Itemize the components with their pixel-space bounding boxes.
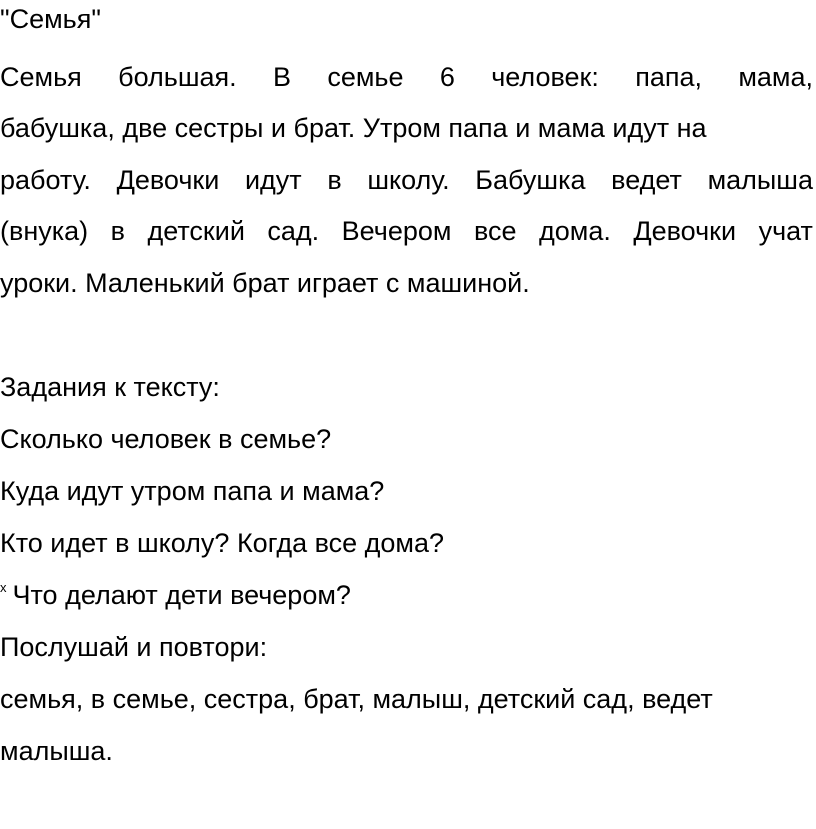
paragraph-line-5: уроки. Маленький брат играет с машиной. xyxy=(0,268,530,298)
word: ведет xyxy=(611,165,682,195)
word: Семья xyxy=(0,62,82,92)
word: идут xyxy=(244,165,302,195)
word: в xyxy=(327,165,342,195)
question-4 xyxy=(0,578,816,617)
word: работу. xyxy=(0,165,91,195)
question-1: Сколько человек в семье? xyxy=(0,424,332,454)
word: мама, xyxy=(738,62,813,92)
word: детский xyxy=(147,216,245,246)
word: Бабушка xyxy=(475,165,586,195)
word: Девочки xyxy=(633,216,737,246)
word: (внука) xyxy=(0,216,89,246)
question-2: Куда идут утром папа и мама? xyxy=(0,476,385,506)
word: дома. xyxy=(539,216,611,246)
word: человек: xyxy=(491,62,599,92)
words-line-1: семья, в семье, сестра, брат, малыш, детский сад, ведет xyxy=(0,684,713,714)
tasks-heading: Задания к тексту: xyxy=(0,372,220,402)
repeat-heading: Послушай и повтори: xyxy=(0,632,268,662)
words-line-2: малыша. xyxy=(0,736,113,766)
word: в xyxy=(110,216,125,246)
paragraph-line-2: бабушка, две сестры и брат. Утром папа и мама идут на xyxy=(0,113,707,143)
document-title: "Семья" xyxy=(0,4,101,34)
question-4-text: Что делают дети вечером? xyxy=(12,580,351,610)
word: В xyxy=(272,62,291,92)
word: семье xyxy=(327,62,404,92)
word: 6 xyxy=(439,62,455,92)
paragraph-line-3 xyxy=(0,163,813,197)
word: большая. xyxy=(118,62,237,92)
word: папа, xyxy=(635,62,702,92)
word: школу. xyxy=(367,165,450,195)
word: малыша xyxy=(707,165,813,195)
word: Девочки xyxy=(116,165,220,195)
word: сад. xyxy=(267,216,320,246)
word: все xyxy=(473,216,517,246)
paragraph-line-1 xyxy=(0,60,813,94)
question-4-marker: x xyxy=(0,580,7,595)
word: Вечером xyxy=(341,216,452,246)
paragraph-line-4 xyxy=(0,214,813,248)
word: учат xyxy=(758,216,813,246)
question-3: Кто идет в школу? Когда все дома? xyxy=(0,528,445,558)
